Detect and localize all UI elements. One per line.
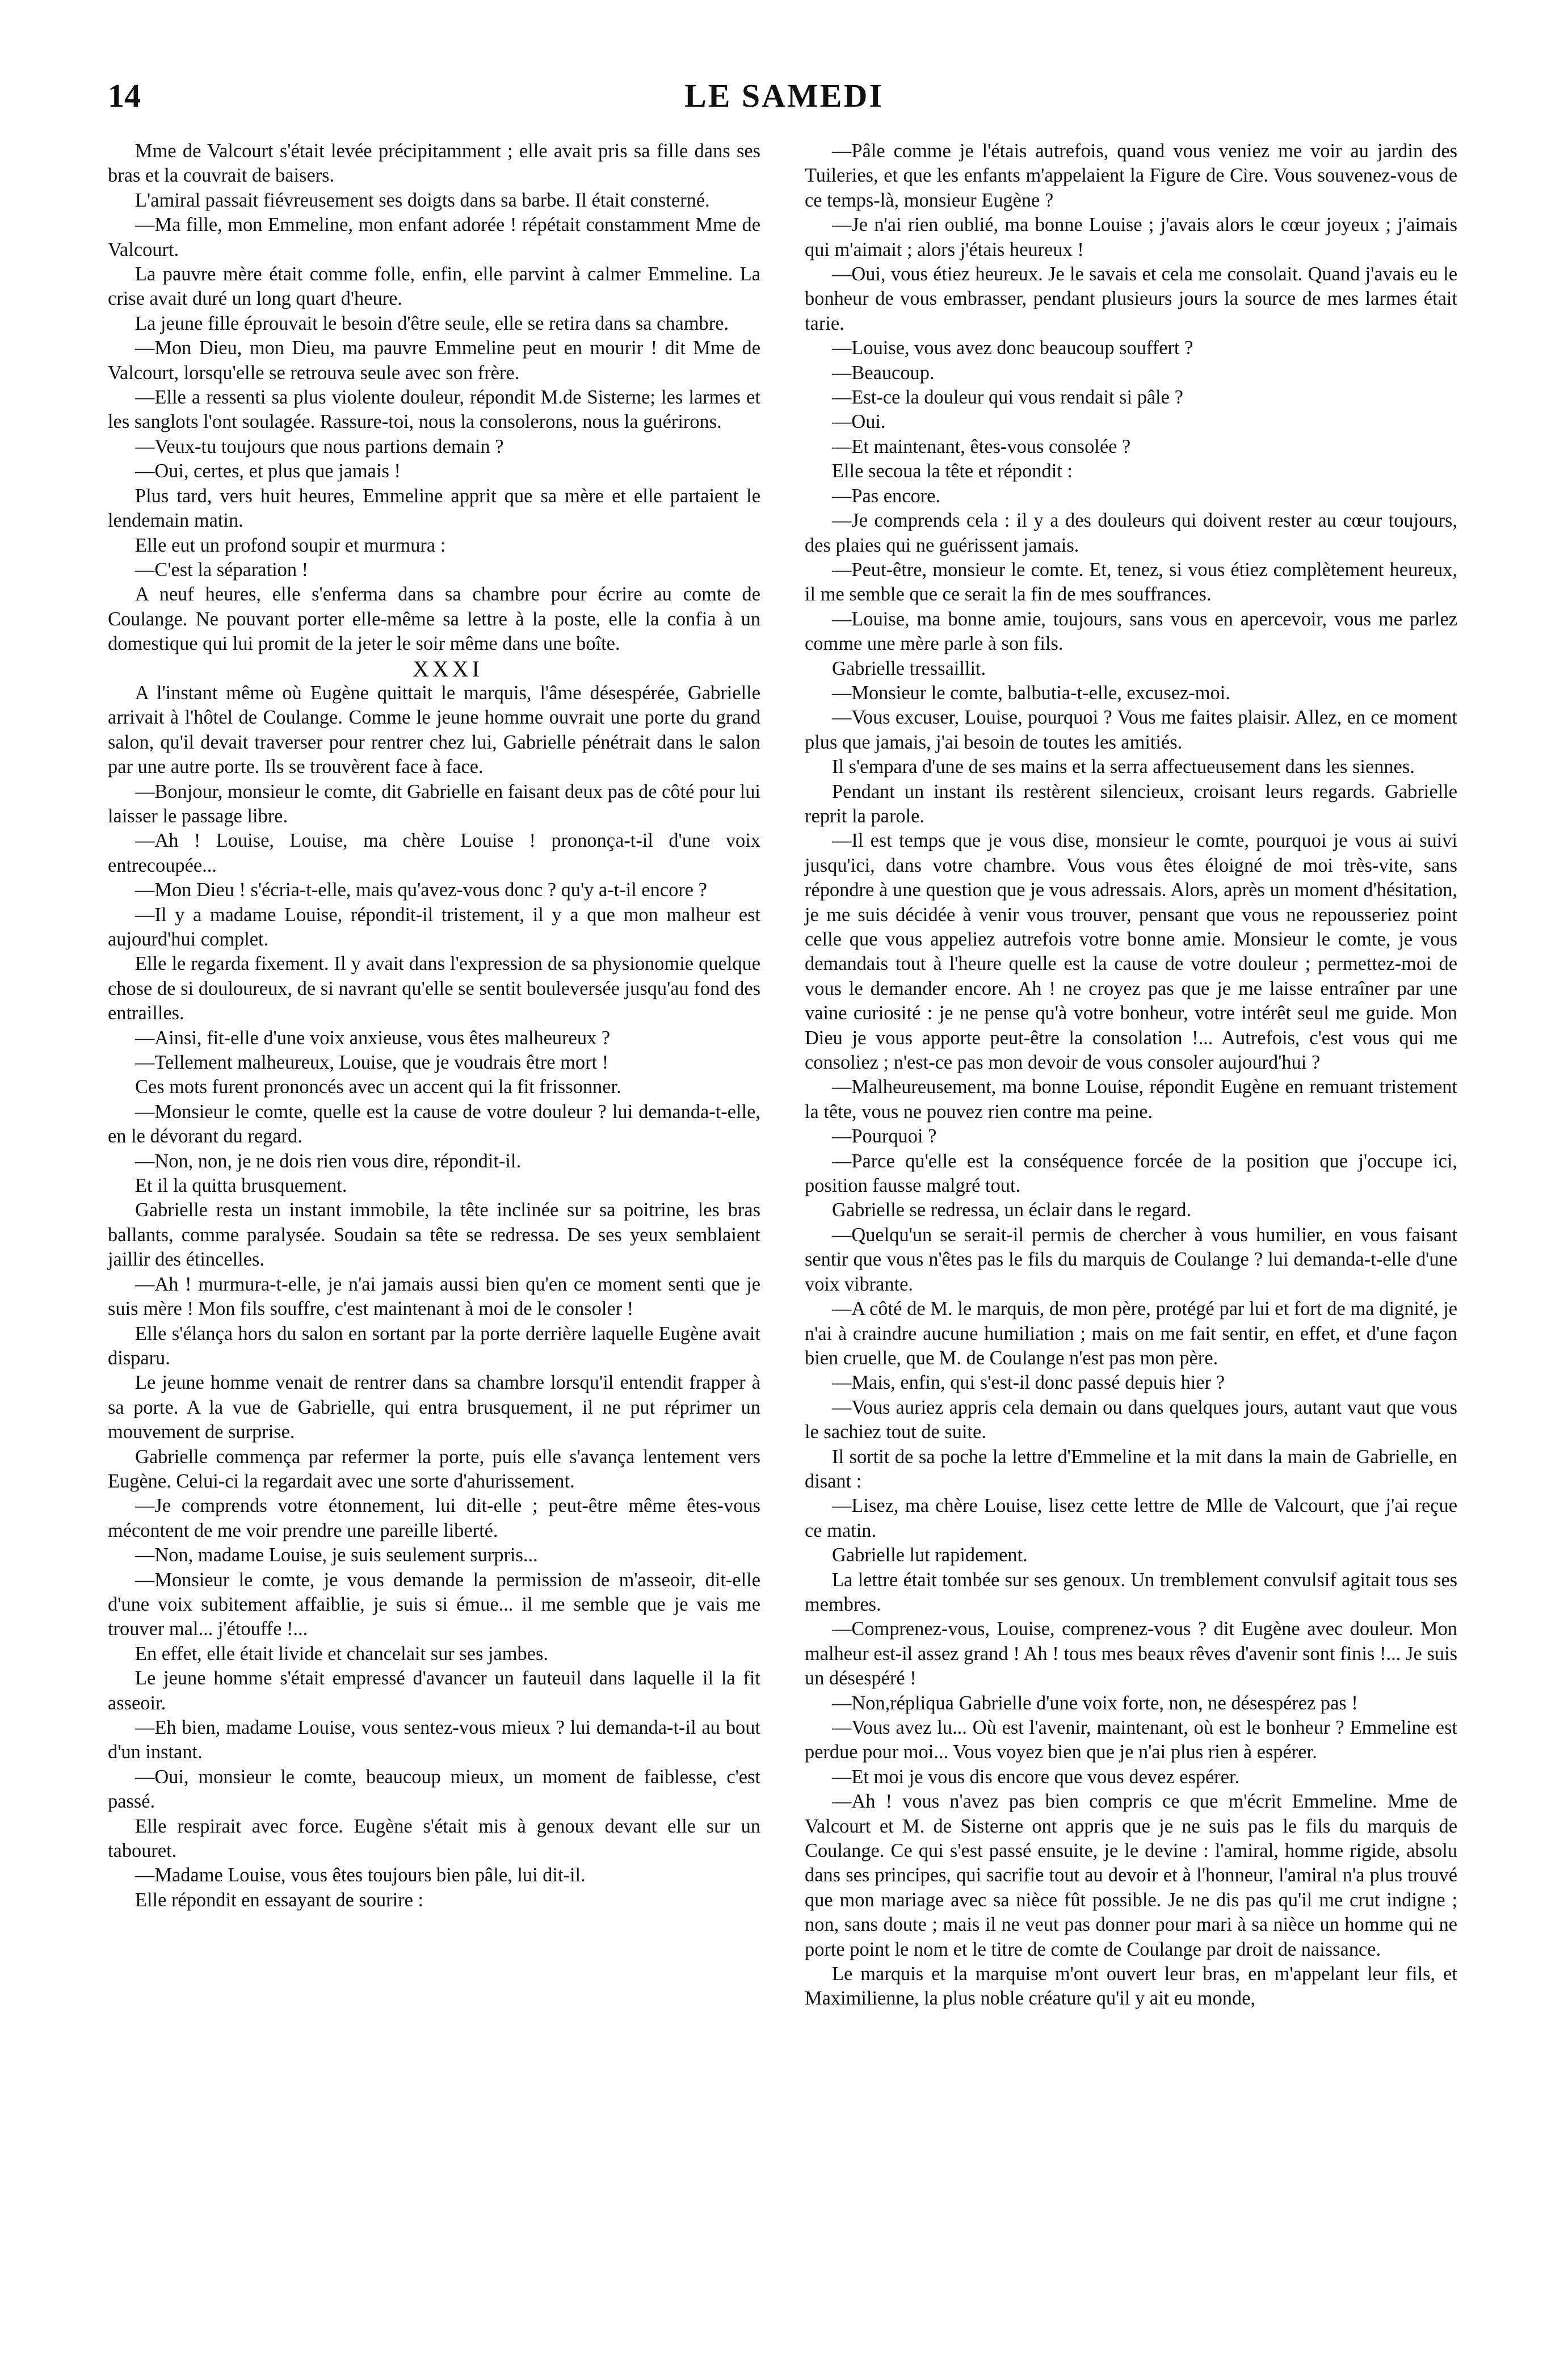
paragraph: Le marquis et la marquise m'ont ouvert leur bras, en m'appelant leur fils, et Maximilienne, la plus noble créature qu'il y ait eu monde,: [805, 1963, 1457, 2010]
paragraph: —Lisez, ma chère Louise, lisez cette lettre de Mlle de Valcourt, que j'ai reçue ce matin.: [805, 1495, 1457, 1541]
paragraph: —Monsieur le comte, je vous demande la permission de m'asseoir, dit-elle d'une voix subitement affaiblie, je suis si émue... il me semble que je vais me trouver mal... j'étouffe !...: [108, 1569, 760, 1640]
paragraph: —Ainsi, fit-elle d'une voix anxieuse, vous êtes malheureux ?: [135, 1027, 611, 1049]
paragraph: Et il la quitta brusquement.: [135, 1175, 347, 1197]
paragraph: Gabrielle resta un instant immobile, la tête inclinée sur sa poitrine, les bras ballants, comme paralysée. Soudain sa tête se redressa. De ses yeux semblaient jaillir des étincelles.: [108, 1199, 760, 1271]
paragraph: Ces mots furent prononcés avec un accent qui la fit frissonner.: [135, 1076, 621, 1098]
paragraph: —Eh bien, madame Louise, vous sentez-vous mieux ? lui demanda-t-il au bout d'un instant.: [108, 1717, 760, 1763]
paragraph: —Monsieur le comte, balbutia-t-elle, excusez-moi.: [832, 682, 1230, 704]
paragraph: —Il est temps que je vous dise, monsieur le comte, pourquoi je vous ai suivi jusqu'ici, dans votre chambre. Vous vous êtes éloigné de moi très-vite, sans répondre à une question que je vous adressais. Alors, après un moment d'hésitation, je me suis décidée à venir vous trouver, pensant que vous ne repousseriez point celle que vous appeliez autrefois votre bonne amie. Monsieur le comte, je vous demandais tout à l'heure quelle est la cause de votre douleur ; permettez-moi de vous le demander encore. Ah ! ne croyez pas que je me laisse entraîner par une vaine curiosité : je ne pense qu'à votre bonheur, votre intérêt seul me guide. Mon Dieu je vous apporte peut-être la consolation !... Autrefois, c'est vous qui me consoliez ; n'est-ce pas mon devoir de vous consoler aujourd'hui ?: [805, 830, 1457, 1074]
paragraph: L'amiral passait fiévreusement ses doigts dans sa barbe. Il était consterné.: [135, 189, 710, 211]
paragraph: En effet, elle était livide et chancelait sur ses jambes.: [135, 1642, 548, 1665]
paragraph: —Est-ce la douleur qui vous rendait si pâle ?: [832, 386, 1183, 409]
paragraph: —Et maintenant, êtes-vous consolée ?: [832, 435, 1131, 457]
paragraph: —Bonjour, monsieur le comte, dit Gabrielle en faisant deux pas de côté pour lui laisser le passage libre.: [108, 780, 760, 827]
paragraph: Il s'empara d'une de ses mains et la serra affectueusement dans les siennes.: [832, 756, 1415, 778]
paragraph: —A côté de M. le marquis, de mon père, protégé par lui et fort de ma dignité, je n'ai à craindre aucune humiliation ; mais on me fait sentir, en effet, et d'une façon bien cruelle, que M. de Coulange n'est pas mon père.: [805, 1298, 1457, 1369]
paragraph: —Malheureusement, ma bonne Louise, répondit Eugène en remuant tristement la tête, vous ne pouvez rien contre ma peine.: [805, 1076, 1457, 1123]
paragraph: —Pâle comme je l'étais autrefois, quand vous veniez me voir au jardin des Tuileries, et que les enfants m'appelaient la Figure de Cire. Vous souvenez-vous de ce temps-là, monsieur Eugène ?: [805, 140, 1457, 211]
paragraph: —Vous excuser, Louise, pourquoi ? Vous me faites plaisir. Allez, en ce moment plus que jamais, j'ai besoin de toutes les amitiés.: [805, 707, 1457, 753]
paragraph: —Parce qu'elle est la conséquence forcée de la position que j'occupe ici, position fausse malgré tout.: [805, 1150, 1457, 1197]
right-column: [805, 139, 1457, 2011]
paragraph: Gabrielle lut rapidement.: [832, 1544, 1028, 1566]
paragraph: —Pas encore.: [832, 485, 940, 507]
paragraph: Pendant un instant ils restèrent silencieux, croisant leurs regards. Gabrielle reprit la parole.: [805, 780, 1457, 827]
paragraph: —Oui, vous étiez heureux. Je le savais et cela me consolait. Quand j'avais eu le bonheur de vous embrasser, pendant plusieurs jours la source de mes larmes était tarie.: [805, 263, 1457, 334]
paragraph: La lettre était tombée sur ses genoux. Un tremblement convulsif agitait tous ses membres.: [805, 1569, 1457, 1615]
paragraph: —Quelqu'un se serait-il permis de chercher à vous humilier, en vous faisant sentir que vous n'êtes pas le fils du marquis de Coulange ? lui demanda-t-elle d'une voix vibrante.: [805, 1224, 1457, 1295]
paragraph: —Je n'ai rien oublié, ma bonne Louise ; j'avais alors le cœur joyeux ; j'aimais qui m'aimait ; alors j'étais heureux !: [805, 214, 1457, 260]
paragraph: Elle secoua la tête et répondit :: [832, 460, 1073, 482]
paragraph: —Vous auriez appris cela demain ou dans quelques jours, autant vaut que vous le sachiez tout de suite.: [805, 1396, 1457, 1443]
paragraph: Elle répondit en essayant de sourire :: [135, 1889, 424, 1911]
paragraph: —Ah ! vous n'avez pas bien compris ce que m'écrit Emmeline. Mme de Valcourt et M. de Sisterne ont appris que je ne suis pas le fils du marquis de Coulange. Ce qui s'est passé ensuite, je le devine : l'amiral, homme rigide, absolu dans ses principes, qui sacrifie tout au devoir et à l'honneur, l'amiral n'a plus trouvé que mon mariage avec sa nièce fût possible. Je ne dis pas qu'il me crut indigne ; non, sans doute ; mais il ne veut pas donner pour mari à sa nièce un homme qui ne porte point le nom et le titre de comte de Coulange par droit de naissance.: [805, 1791, 1457, 1960]
paragraph: —Pourquoi ?: [832, 1125, 937, 1148]
paragraph: —Veux-tu toujours que nous partions demain ?: [135, 435, 504, 457]
paragraph: Le jeune homme venait de rentrer dans sa chambre lorsqu'il entendit frapper à sa porte. A la vue de Gabrielle, qui entra brusquement, il ne put réprimer un mouvement de surprise.: [108, 1372, 760, 1443]
paragraph: —Tellement malheureux, Louise, que je voudrais être mort !: [135, 1052, 609, 1074]
paragraph: —Je comprends votre étonnement, lui dit-elle ; peut-être même êtes-vous mécontent de me voir prendre une pareille liberté.: [108, 1495, 760, 1541]
paragraph: Plus tard, vers huit heures, Emmeline apprit que sa mère et elle partaient le lendemain matin.: [108, 485, 760, 532]
paragraph: La pauvre mère était comme folle, enfin, elle parvint à calmer Emmeline. La crise avait duré un long quart d'heure.: [108, 263, 760, 310]
paragraph: Gabrielle commença par refermer la porte, puis elle s'avança lentement vers Eugène. Celui-ci la regardait avec une sorte d'ahurissement.: [108, 1445, 760, 1492]
paragraph: —Oui, monsieur le comte, beaucoup mieux, un moment de faiblesse, c'est passé.: [108, 1766, 760, 1813]
paragraph: —Comprenez-vous, Louise, comprenez-vous ? dit Eugène avec douleur. Mon malheur est-il assez grand ! Ah ! tous mes beaux rêves d'avenir sont finis !... Je suis un désespéré !: [805, 1618, 1457, 1690]
paragraph: Mme de Valcourt s'était levée précipitamment ; elle avait pris sa fille dans ses bras et la couvrait de baisers.: [108, 140, 760, 187]
paragraph: —Oui, certes, et plus que jamais !: [135, 460, 401, 482]
paragraph: Il sortit de sa poche la lettre d'Emmeline et la mit dans la main de Gabrielle, en disant :: [805, 1445, 1457, 1492]
paragraph: —Mon Dieu ! s'écria-t-elle, mais qu'avez-vous donc ? qu'y a-t-il encore ?: [135, 879, 707, 901]
paragraph: —Oui.: [832, 411, 886, 433]
paragraph: —Non, madame Louise, je suis seulement surpris...: [135, 1544, 538, 1566]
paragraph: —Ah ! Louise, Louise, ma chère Louise ! prononça-t-il d'une voix entrecoupée...: [108, 830, 760, 876]
paragraph: —Il y a madame Louise, répondit-il tristement, il y a que mon malheur est aujourd'hui complet.: [108, 904, 760, 950]
running-title: LE SAMEDI: [684, 77, 884, 114]
paragraph: —Et moi je vous dis encore que vous devez espérer.: [832, 1766, 1240, 1788]
paragraph: —Peut-être, monsieur le comte. Et, tenez, si vous étiez complètement heureux, il me semble que ce serait la fin de mes souffrances.: [805, 558, 1457, 606]
paragraph: Gabrielle se redressa, un éclair dans le regard.: [832, 1199, 1192, 1221]
paragraph: Elle eut un profond soupir et murmura :: [135, 534, 446, 556]
paragraph: —Non, non, je ne dois rien vous dire, répondit-il.: [135, 1150, 522, 1172]
paragraph: A l'instant même où Eugène quittait le marquis, l'âme désespérée, Gabrielle arrivait à l'hôtel de Coulange. Comme le jeune homme ouvrait une porte du grand salon, qu'il devait traverser pour rentrer chez lui, Gabrielle pénétrait dans le salon par une autre porte. Ils se trouvèrent face à face.: [108, 682, 760, 778]
page-header: [108, 77, 1460, 128]
paragraph: —Non,répliqua Gabrielle d'une voix forte, non, ne désespérez pas !: [832, 1692, 1358, 1714]
paragraph: —Madame Louise, vous êtes toujours bien pâle, lui dit-il.: [135, 1864, 586, 1886]
paragraph: —Vous avez lu... Où est l'avenir, maintenant, où est le bonheur ? Emmeline est perdue pour moi... Vous voyez bien que je n'ai plus rien à espérer.: [805, 1717, 1457, 1763]
left-column: [108, 139, 760, 1913]
paragraph: —Mais, enfin, qui s'est-il donc passé depuis hier ?: [832, 1372, 1225, 1394]
paragraph: —Louise, vous avez donc beaucoup souffert ?: [832, 337, 1193, 359]
paragraph: —Ah ! murmura-t-elle, je n'ai jamais aussi bien qu'en ce moment senti que je suis mère ! Mon fils souffre, c'est maintenant à moi de le consoler !: [108, 1273, 760, 1320]
paragraph: —Monsieur le comte, quelle est la cause de votre douleur ? lui demanda-t-elle, en le dévorant du regard.: [108, 1100, 760, 1148]
paragraph: —Beaucoup.: [832, 362, 935, 384]
paragraph: —C'est la séparation !: [135, 558, 309, 581]
paragraph: —Elle a ressenti sa plus violente douleur, répondit M.de Sisterne; les larmes et les sanglots l'ont soulagée. Rassure-toi, nous la consolerons, nous la guérirons.: [108, 386, 760, 433]
paragraph: A neuf heures, elle s'enferma dans sa chambre pour écrire au comte de Coulange. Ne pouvant porter elle-même sa lettre à la poste, elle la confia à un domestique qui lui promit de la jeter le soir même dans une boîte.: [108, 583, 760, 655]
paragraph: —Louise, ma bonne amie, toujours, sans vous en apercevoir, vous me parlez comme une mère parle à son fils.: [805, 608, 1457, 655]
paragraph: Elle le regarda fixement. Il y avait dans l'expression de sa physionomie quelque chose de si douloureux, de si navrant qu'elle se sentit bouleversée jusqu'au fond des entrailles.: [108, 953, 760, 1024]
paragraph: La jeune fille éprouvait le besoin d'être seule, elle se retira dans sa chambre.: [135, 312, 729, 334]
page-number: 14: [108, 77, 141, 114]
paragraph: Elle respirait avec force. Eugène s'était mis à genoux devant elle sur un tabouret.: [108, 1815, 760, 1862]
paragraph: —Mon Dieu, mon Dieu, ma pauvre Emmeline peut en mourir ! dit Mme de Valcourt, lorsqu'elle se retrouva seule avec son frère.: [108, 337, 760, 384]
paragraph: Le jeune homme s'était empressé d'avancer un fauteuil dans laquelle il la fit asseoir.: [108, 1667, 760, 1714]
paragraph: —Je comprends cela : il y a des douleurs qui doivent rester au cœur toujours, des plaies qui ne guérissent jamais.: [805, 510, 1457, 556]
chapter-heading: XXXI: [413, 655, 483, 682]
paragraph: —Ma fille, mon Emmeline, mon enfant adorée ! répétait constamment Mme de Valcourt.: [108, 214, 760, 260]
paragraph: Gabrielle tressaillit.: [832, 657, 986, 679]
paragraph: Elle s'élança hors du salon en sortant par la porte derrière laquelle Eugène avait disparu.: [108, 1322, 760, 1369]
